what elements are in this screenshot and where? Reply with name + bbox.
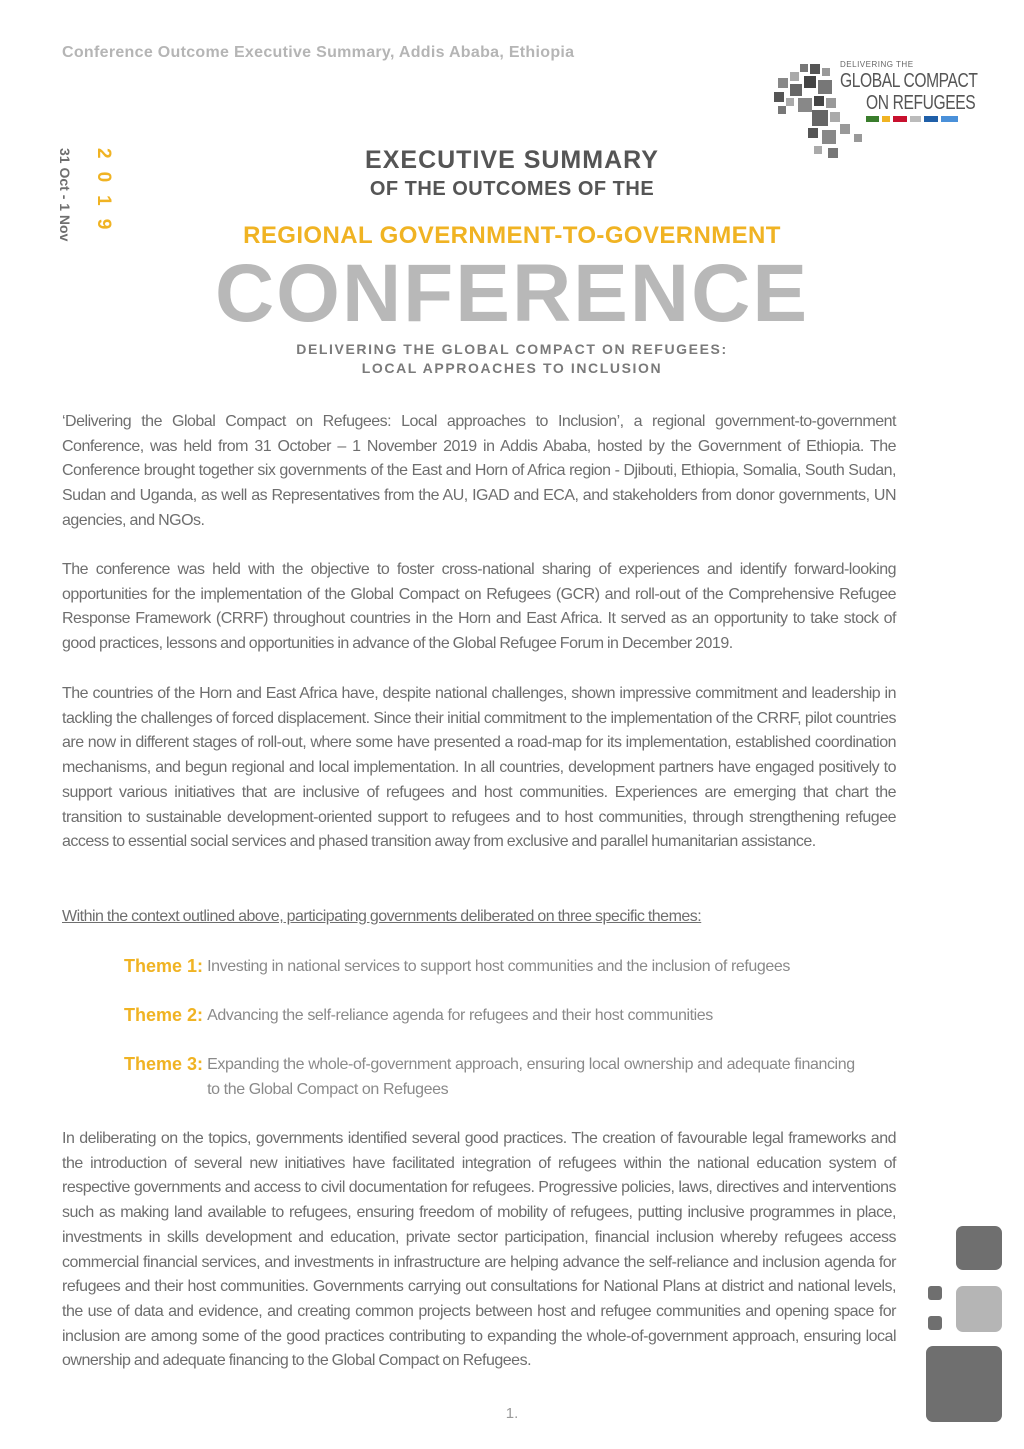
title-regional: REGIONAL GOVERNMENT-TO-GOVERNMENT	[243, 222, 781, 249]
paragraph-objective: The conference was held with the objective to foster cross-national sharing of experiences and identify forward-looking opportunities for the implementation of the Global Compact on Refugees (GCR) and roll-out of the Comprehensive Refugee Response Framework (CRRF) throughout countries in the Horn and East Africa. It served as an opportunity to take stock of good practices, lessons and opportunities in advance of the Global Refugee Forum in December 2019.	[62, 561, 896, 653]
theme-item	[124, 1052, 867, 1102]
paragraph-intro: ‘Delivering the Global Compact on Refugees: Local approaches to Inclusion’, a regional government-to-government Conference, was held from 31 October – 1 November 2019 in Addis Ababa, hosted by the Government of Ethiopia. The Conference brought together six governments of the East and Horn of Africa region - Djibouti, Ethiopia, Somalia, South Sudan, Sudan and Uganda, as well as Representatives from the AU, IGAD and ECA, and stakeholders from donor governments, UN agencies, and NGOs.	[62, 413, 896, 529]
decor-square	[956, 1286, 1002, 1332]
vertical-dates: 31 Oct - 1 Nov	[57, 148, 73, 242]
theme-item	[124, 954, 867, 980]
subtitle-line-1: DELIVERING THE GLOBAL COMPACT ON REFUGEES:	[296, 341, 728, 357]
decor-square	[928, 1286, 942, 1300]
theme-item	[124, 1003, 867, 1029]
document-header: Conference Outcome Executive Summary, Addis Ababa, Ethiopia	[62, 44, 575, 61]
decor-square	[928, 1316, 942, 1330]
paragraph-good-practices: In deliberating on the topics, governments identified several good practices. The creation of favourable legal frameworks and the introduction of several new initiatives have facilitated integration of refugees within the national education system of respective governments and access to civil documentation for refugees. Progressive policies, laws, directives and interventions such as making land available to refugees, ensuring freedom of mobility of refugees, putting inclusive programmes in place, investments in skills development and education, private sector participation, financial inclusion whereby refugees access commercial financial services, and investments in infrastructure are helping advance the self-reliance and inclusion agenda for refugees and their host communities. Governments carrying out consultations for National Plans at district and national levels, the use of data and evidence, and creating common projects between host and refugee communities and opening space for inclusion are among some of the good practices contributing to expanding the whole-of-government approach, ensuring local ownership and adequate financing to the Global Compact on Refugees.	[62, 1130, 896, 1370]
decor-square	[926, 1346, 1002, 1422]
theme-text: Investing in national services to support host communities and the inclusion of refugees	[207, 958, 791, 975]
title-executive-summary: EXECUTIVE SUMMARY	[365, 146, 659, 174]
theme-label: Theme 3:	[124, 1054, 204, 1074]
vertical-year: 2019	[93, 148, 114, 243]
logo-line-1: GLOBAL COMPACT	[840, 70, 978, 92]
logo-flags	[866, 116, 958, 122]
title-conference: CONFERENCE	[214, 248, 810, 339]
theme-text: Advancing the self-reliance agenda for refugees and their host communities	[207, 1007, 713, 1024]
decor-square	[956, 1226, 1002, 1270]
theme-text: Expanding the whole-of-government approach, ensuring local ownership and adequate financing to the Global Compact on Refugees	[207, 1056, 855, 1098]
paragraph-themes-intro: Within the context outlined above, participating governments deliberated on three specific themes:	[62, 908, 702, 925]
theme-label: Theme 1:	[124, 956, 204, 976]
theme-label: Theme 2:	[124, 1005, 204, 1025]
paragraph-context: The countries of the Horn and East Africa have, despite national challenges, shown impressive commitment and leadership in tackling the challenges of forced displacement. Since their initial commitment to the implementation of the CRRF, pilot countries are now in different stages of roll-out, where some have presented a road-map for its implementation, established coordination mechanisms, and begun regional and local implementation. In all countries, development partners have engaged positively to support various initiatives that are inclusive of refugees and host communities. Experiences are emerging that chart the transition to sustainable development-oriented support to refugees and to host communities, through strengthening refugee access to essential social services and phased transition away from exclusive and parallel humanitarian assistance.	[62, 685, 896, 851]
logo-tagline: DELIVERING THE	[840, 60, 914, 69]
logo-line-2: ON REFUGEES	[866, 92, 976, 114]
title-of-the-outcomes: OF THE OUTCOMES OF THE	[369, 178, 655, 200]
page-number: 1.	[505, 1405, 519, 1422]
subtitle-line-2: LOCAL APPROACHES TO INCLUSION	[361, 360, 663, 376]
